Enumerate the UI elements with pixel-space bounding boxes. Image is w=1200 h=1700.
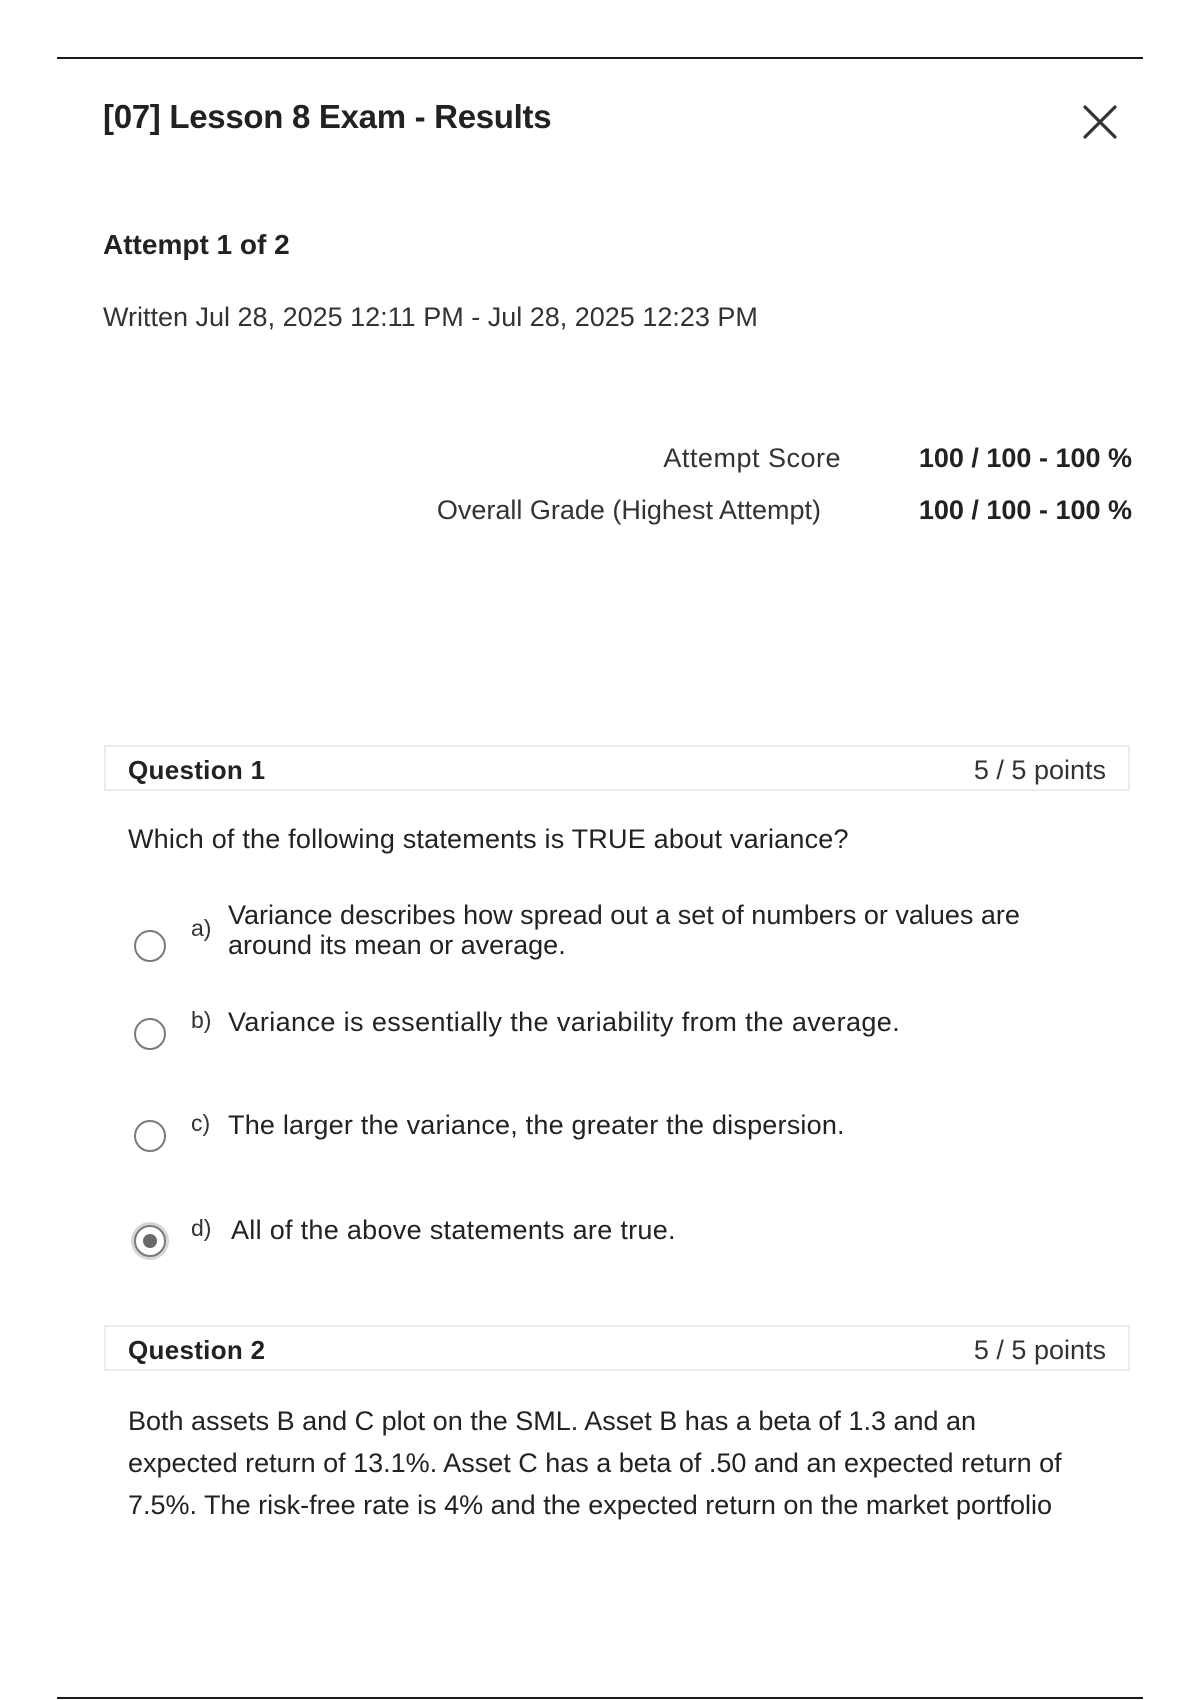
- close-button[interactable]: [1079, 101, 1121, 143]
- question-2-text: [128, 1400, 1128, 1526]
- overall-grade-value: 100 / 100 - 100 %: [918, 495, 1132, 525]
- option-a-text: Variance describes how spread out a set of numbers or values are around its mean or average.: [228, 900, 1020, 960]
- radio-button-a[interactable]: [134, 930, 166, 962]
- radio-button-d-selected[interactable]: [134, 1225, 166, 1257]
- question-2-title: Question 2: [128, 1335, 266, 1365]
- answer-option-c[interactable]: [134, 1110, 1094, 1170]
- page-title: [07] Lesson 8 Exam - Results: [103, 98, 552, 135]
- option-d-text: All of the above statements are true.: [231, 1215, 676, 1245]
- overall-grade-label: Overall Grade (Highest Attempt): [436, 495, 821, 525]
- radio-selected-dot: [143, 1234, 157, 1248]
- question-2-text-line: Both assets B and C plot on the SML. Asset B has a beta of 1.3 and an: [128, 1406, 977, 1436]
- attempt-score-row: [663, 443, 1132, 474]
- bottom-divider: [57, 1697, 1143, 1699]
- question-2-text-line: 7.5%. The risk-free rate is 4% and the expected return on the market portfolio: [128, 1490, 1052, 1520]
- attempt-score-value: 100 / 100 - 100 %: [918, 443, 1132, 473]
- answer-option-a[interactable]: [134, 900, 1094, 960]
- radio-button-b[interactable]: [134, 1018, 166, 1050]
- answer-option-b[interactable]: [134, 1007, 1094, 1067]
- option-b-letter: b): [191, 1007, 212, 1033]
- question-2-points: 5 / 5 points: [973, 1335, 1106, 1365]
- question-1-title: Question 1: [128, 755, 266, 785]
- attempt-score-label: Attempt Score: [663, 443, 841, 473]
- top-divider: [57, 57, 1143, 59]
- option-d-letter: d): [191, 1215, 212, 1241]
- radio-button-c[interactable]: [134, 1120, 166, 1152]
- option-c-letter: c): [191, 1110, 211, 1136]
- option-b-text: Variance is essentially the variability from the average.: [228, 1007, 901, 1037]
- question-1-text: Which of the following statements is TRUE about variance?: [128, 824, 849, 854]
- answer-option-d[interactable]: [134, 1215, 1094, 1275]
- option-a-letter: a): [191, 915, 212, 941]
- attempt-heading: Attempt 1 of 2: [103, 229, 290, 260]
- written-timestamp: Written Jul 28, 2025 12:11 PM - Jul 28, 2025 12:23 PM: [103, 302, 758, 332]
- question-2-header: [104, 1325, 1130, 1371]
- option-c-text: The larger the variance, the greater the dispersion.: [228, 1110, 845, 1140]
- question-1-points: 5 / 5 points: [973, 755, 1106, 785]
- close-icon: [1079, 101, 1121, 143]
- overall-grade-row: [437, 495, 1132, 526]
- question-1-header: [104, 745, 1130, 791]
- question-2-text-line: expected return of 13.1%. Asset C has a beta of .50 and an expected return of: [128, 1448, 1062, 1478]
